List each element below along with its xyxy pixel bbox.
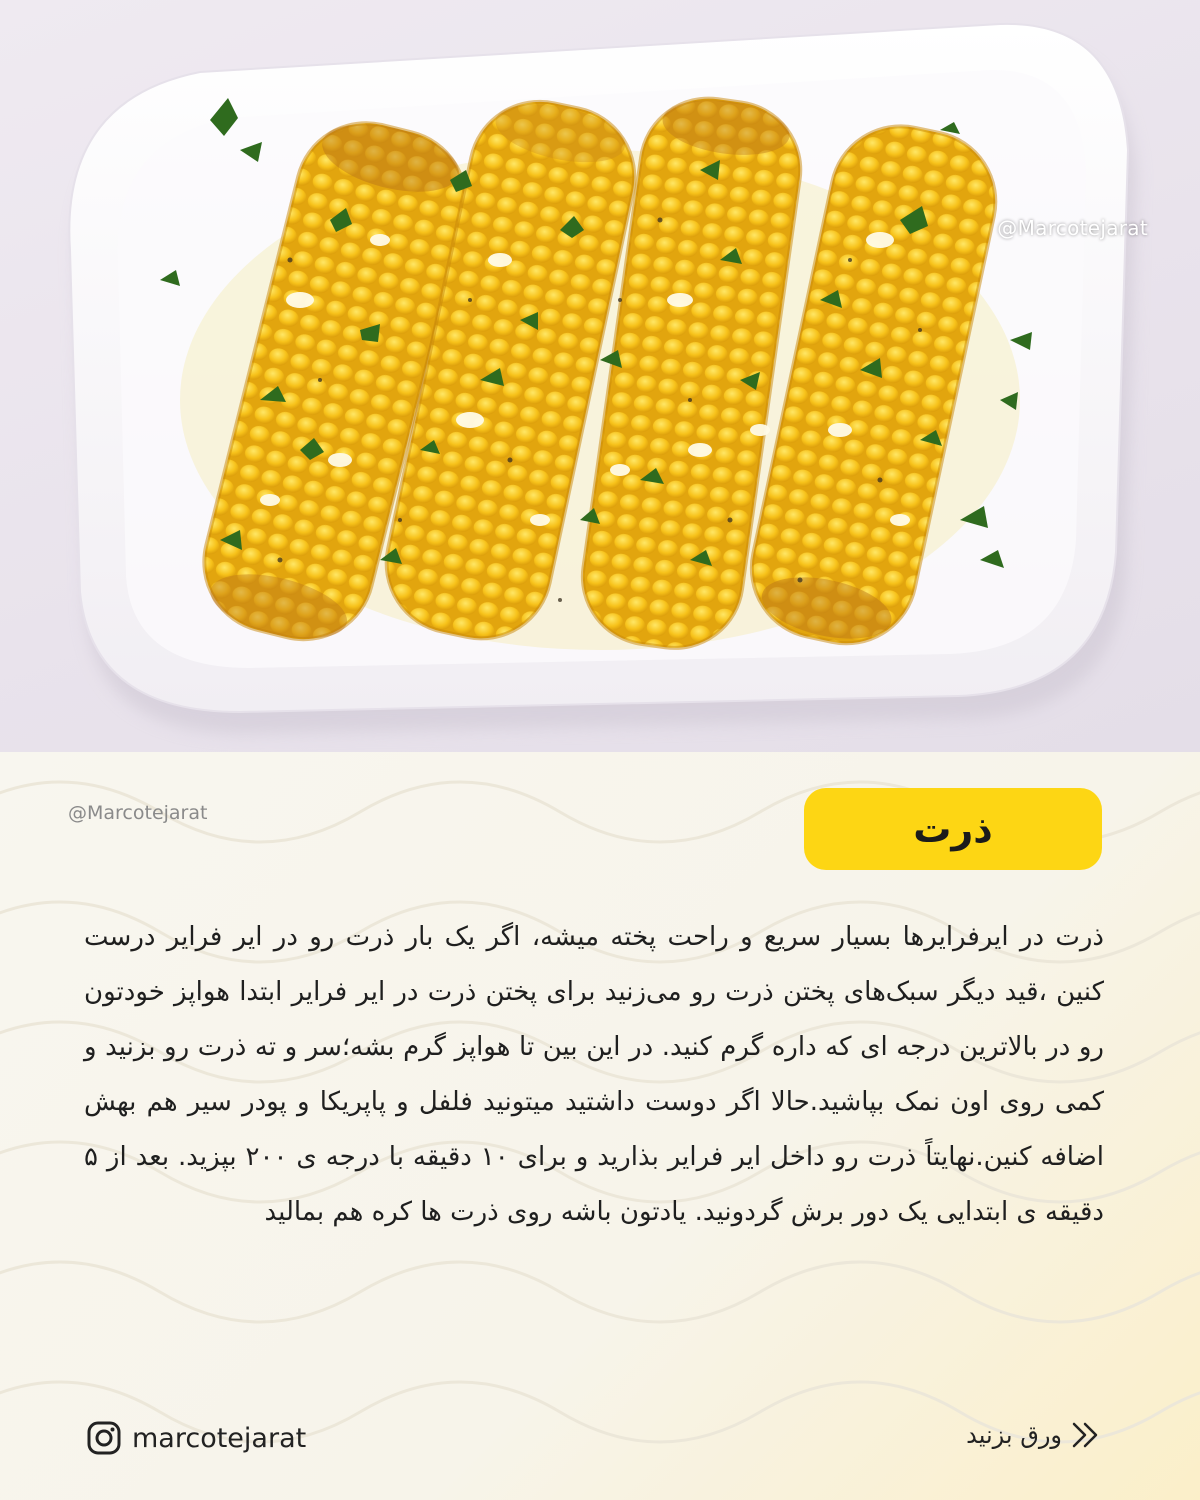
double-chevron-right-icon <box>1068 1420 1104 1450</box>
recipe-title: ذرت <box>913 807 993 851</box>
instagram-link[interactable] <box>86 1420 306 1456</box>
title-badge <box>804 788 1102 870</box>
instagram-icon <box>86 1420 122 1456</box>
recipe-description: ذرت در ایرفرایرها بسیار سریع و راحت پخته میشه، اگر یک بار ذرت رو در ایر فرایر درست کنین ،قید دیگر سبک‌های پختن ذرت رو می‌زنید برای پختن ذرت در ایر فرایر ابتدا هواپز خودتون رو در بالاترین درجه ای که داره گرم کنید. در این بین تا هواپز گرم بشه؛سر و ته ذرت رو بزنید و کمی روی اون نمک بپاشید.حالا اگر دوست داشتید میتونید فلفل و پاپریکا و پودر سیر هم بهش اضافه کنین.نهایتاً ذرت رو داخل ایر فرایر بذارید و برای ۱۰ دقیقه با درجه ی ۲۰۰ بپزید. بعد از ۵ دقیقه ی ابتدایی یک دور برش گردونید. یادتون باشه روی ذرت ها کره هم بمالید <box>84 922 1105 1227</box>
recipe-card <box>0 752 1200 1500</box>
swipe-hint[interactable] <box>966 1420 1104 1450</box>
instagram-handle: marcotejarat <box>132 1422 307 1454</box>
photo-watermark: @Marcotejarat <box>997 216 1148 240</box>
card-watermark: @Marcotejarat <box>68 802 208 824</box>
swipe-label: ورق بزنید <box>966 1421 1062 1449</box>
